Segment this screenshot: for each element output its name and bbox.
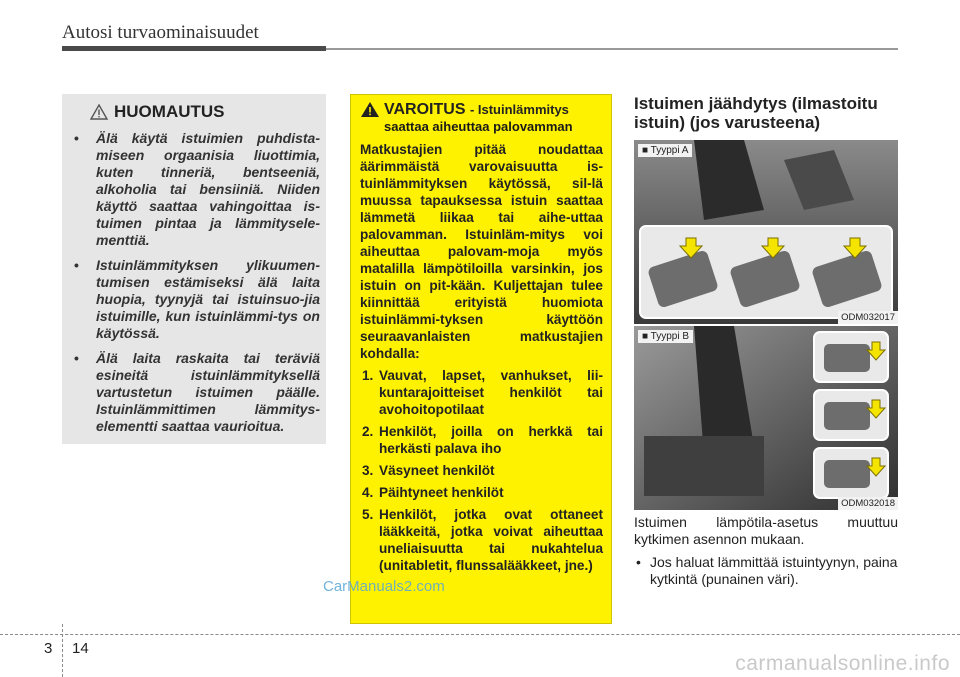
list-item: 1. Vauvat, lapset, vanhukset, lii-kuntarajoitteiset henkilöt tai avohoitopotilaat [362,368,603,417]
figure-type-a [634,140,898,324]
list-item: 2. Henkilöt, joilla on herkkä tai herkästi palava iho [362,424,603,456]
list-item: • Älä laita raskaita tai teräviä esineitä istuinlämmityksellä vartustetun istuimen päälle. Istuinlämmittimen lämmitys-elementti saattaa vaurioitua. [74,350,320,434]
notice-header [90,102,320,122]
header-title: Autosi turvaominaisuudet [62,22,259,43]
body-bullet: • Jos haluat lämmittää istuintyynyn, paina kytkintä (punainen väri). [636,554,898,587]
list-item: 4. Päihtyneet henkilöt [362,485,504,500]
body-paragraph: Istuimen lämpötila-asetus muuttuu kytkimen asennon mukaan. [634,514,898,547]
console-switch-illustration [634,326,898,510]
header-rule [62,46,326,51]
notice-item-text: Älä käytä istuimien puhdista-miseen orgaanisia liuottimia, kuten tinneriä, bentseeniä, alkoholia tai bensiiniä. Niiden käyttö saattaa vahingoittaa is-tuimen pintaa ja lämmitysele-menttiä. [96,130,320,248]
figure-type-b [634,326,898,510]
notice-list [72,130,320,435]
warning-header [360,101,603,119]
figure-code: ODM032017 [838,311,898,324]
list-item: • Istuinlämmityksen ylikuumen-tumisen estämiseksi älä laita huopia, tyynyjä tai istuinsuo-jia istuimille, kun istuinlämmi-tys on käytössä. [74,257,320,341]
warning-box [350,94,612,624]
figure-label: ■ Tyyppi A [638,144,692,157]
caution-icon [90,104,108,120]
watermark: CarManuals2.com [323,578,445,595]
site-watermark: carmanualsonline.info [735,652,950,675]
figure-label: ■ Tyyppi B [638,330,693,343]
section-title: Istuimen jäähdytys (ilmastoitu istuin) (jos varusteena) [634,94,878,132]
warning-subtitle: - Istuinlämmitys [469,102,569,117]
header-rule-thin [326,48,898,50]
chapter-number: 3 [44,640,53,657]
warning-icon [360,101,380,118]
notice-item-text: Älä laita raskaita tai teräviä esineitä istuinlämmityksellä vartustetun istuimen päälle. Istuinlämmittimen lämmitys-elementti saattaa vaurioitua. [96,350,320,434]
footer-rule [0,634,960,635]
warning-list [360,367,603,574]
page-number: 14 [72,640,89,657]
list-item: 3. Väsyneet henkilöt [362,463,495,478]
console-switch-illustration [634,140,898,324]
footer-divider [62,624,63,677]
list-item: 5. Henkilöt, jotka ovat ottaneet lääkkeitä, jotka voivat aiheuttaa uneliaisuutta tai nukahtelua (unitabletit, flunssalääkkeet, jne.) [362,507,603,573]
notice-item-text: Istuinlämmityksen ylikuumen-tumisen estämiseksi älä laita huopia, tyynyjä tai istuinsuo-jia istuimille, kun istuinlämmi-tys on käytössä. [96,257,320,341]
body-bullet-text: Jos haluat lämmittää istuintyynyn, paina kytkintä (punainen väri). [650,554,898,587]
figure-code: ODM032018 [838,497,898,510]
notice-title: HUOMAUTUS [114,102,225,121]
warning-body: Matkustajien pitää noudattaa äärimmäistä varovaisuutta is-tuinlämmityksen käytössä, sil-lä muussa tapauksessa istuin saattaa lämmetä liikaa tai aihe-uttaa palovamman. Istuinläm-mitys voi aiheuttaa palovam-moja myös matalilla lämpötiloilla varsinkin, jos istuin on pit-kään. Kuljettajan tulee kiinnittää erityistä huomiota istuinlämmi-tyksen käyttöön seuraavanlaisten matkustajien kohdalla: [360,142,603,361]
warning-subtitle-rest: saattaa aiheuttaa palovamman [384,119,573,134]
warning-title: VAROITUS [384,101,466,118]
notice-box [62,94,326,444]
list-item: • Älä käytä istuimien puhdista-miseen orgaanisia liuottimia, kuten tinneriä, bentseeniä, alkoholia tai bensiiniä. Niiden käyttö saattaa vahingoittaa is-tuimen pintaa ja lämmitysele-menttiä. [74,130,320,248]
